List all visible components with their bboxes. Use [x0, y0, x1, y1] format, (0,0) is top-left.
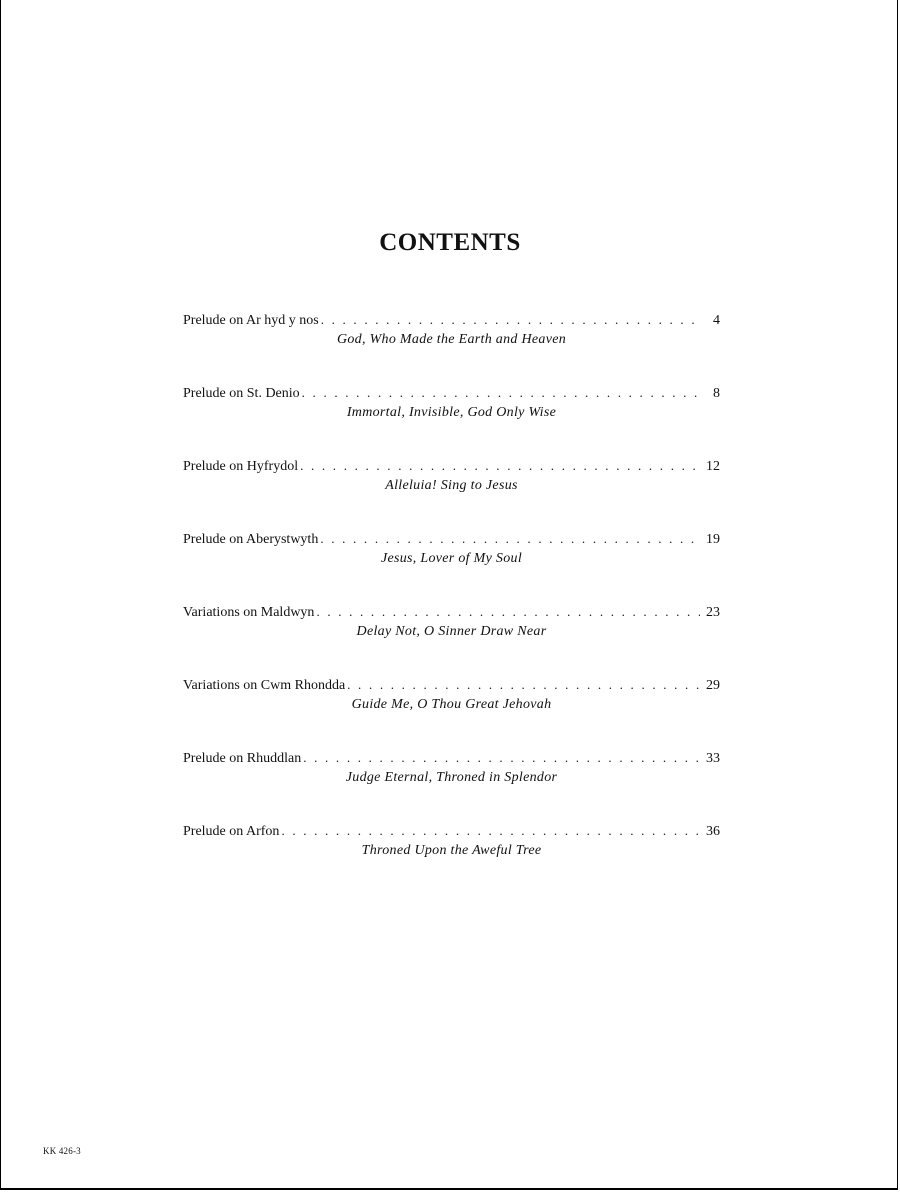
dot-leader: [303, 749, 700, 767]
entry-title: Prelude on St. Denio: [183, 386, 300, 401]
dot-leader: [300, 457, 700, 475]
page-number: 12: [706, 459, 720, 474]
entry-title: Variations on Maldwyn: [183, 605, 315, 620]
table-of-contents: [183, 311, 720, 895]
toc-entry-line: [183, 311, 720, 330]
entry-subtitle: Throned Upon the Aweful Tree: [361, 843, 542, 858]
page-number: 8: [713, 386, 720, 401]
dot-leader: [281, 822, 700, 840]
toc-entry: [183, 822, 720, 895]
toc-entry: [183, 457, 720, 530]
entry-title: Prelude on Aberystwyth: [183, 532, 319, 547]
toc-entry-line: [183, 676, 720, 695]
page-number: 4: [713, 313, 720, 328]
entry-subtitle: Jesus, Lover of My Soul: [380, 551, 523, 566]
toc-entry-line: [183, 749, 720, 768]
toc-entry: [183, 384, 720, 457]
page-number: 29: [706, 678, 720, 693]
entry-subtitle: Immortal, Invisible, God Only Wise: [346, 405, 557, 420]
toc-entry-line: [183, 384, 720, 403]
dot-leader: [320, 530, 700, 548]
entry-title: Prelude on Hyfrydol: [183, 459, 299, 474]
toc-entry: [183, 603, 720, 676]
entry-subtitle: Delay Not, O Sinner Draw Near: [356, 624, 547, 639]
page-number: 23: [706, 605, 720, 620]
toc-entry-line: [183, 822, 720, 841]
page-number: 33: [706, 751, 720, 766]
entry-subtitle: Alleluia! Sing to Jesus: [385, 478, 518, 493]
toc-entry: [183, 749, 720, 822]
toc-entry: [183, 676, 720, 749]
entry-subtitle: Judge Eternal, Throned in Splendor: [345, 770, 558, 785]
toc-entry-line: [183, 530, 720, 549]
toc-entry-line: [183, 457, 720, 476]
dot-leader: [321, 311, 700, 329]
entry-title: Prelude on Arfon: [183, 824, 280, 839]
entry-subtitle: Guide Me, O Thou Great Jehovah: [351, 697, 552, 712]
dot-leader: [347, 676, 700, 694]
dot-leader: [302, 384, 700, 402]
page-number: 36: [706, 824, 720, 839]
toc-entry-line: [183, 603, 720, 622]
catalog-code: KK 426-3: [43, 1146, 81, 1156]
page-number: 19: [706, 532, 720, 547]
page-title: CONTENTS: [379, 228, 521, 256]
entry-title: Variations on Cwm Rhondda: [183, 678, 346, 693]
entry-title: Prelude on Ar hyd y nos: [183, 313, 319, 328]
entry-subtitle: God, Who Made the Earth and Heaven: [336, 332, 567, 347]
entry-title: Prelude on Rhuddlan: [183, 751, 302, 766]
dot-leader: [316, 603, 700, 621]
toc-entry: [183, 311, 720, 384]
toc-entry: [183, 530, 720, 603]
